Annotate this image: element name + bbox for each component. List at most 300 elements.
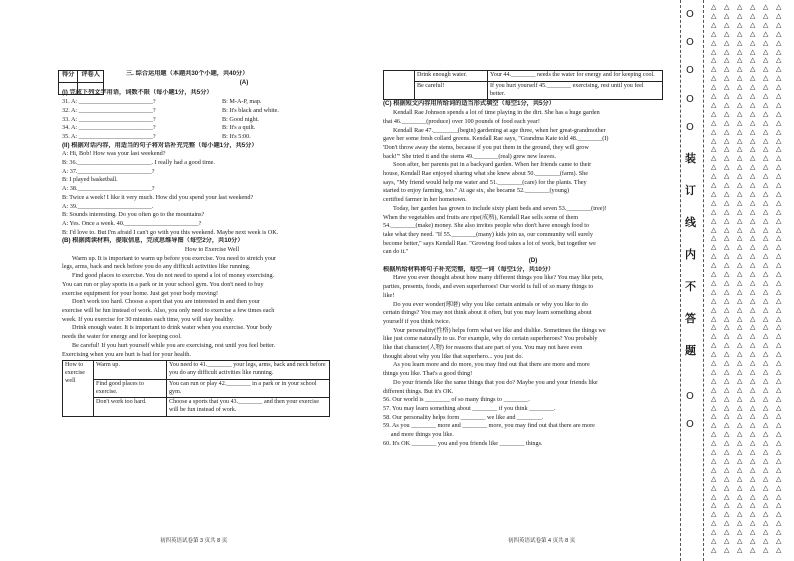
dialog-line: B: I'd love to. But I'm afraid I can't go with you this weekend. Maybe next week is OK.	[62, 228, 279, 236]
triangle-icon: △	[724, 252, 730, 261]
triangle-icon: △	[737, 154, 743, 163]
passage-line: that 46.________(produce) over 100 pounds of food each year!	[383, 117, 540, 125]
map-desc: Choose a sports that you 43.________ and then your exercise will be fun instead of work.	[167, 398, 330, 417]
triangle-icon: △	[737, 163, 743, 172]
triangle-icon: △	[737, 74, 743, 83]
triangle-icon: △	[763, 189, 769, 198]
triangle-icon: △	[763, 537, 769, 545]
passage-line: can do it."	[383, 248, 409, 256]
passage-line: You can run or play sports in a park or in your school gym. You don't need to buy	[62, 280, 264, 288]
triangle-icon: △	[776, 501, 782, 510]
mind-map-table-continued	[383, 70, 663, 100]
triangle-icon: △	[724, 483, 730, 492]
triangle-icon: △	[711, 465, 717, 474]
dialog	[62, 150, 362, 237]
triangle-icon: △	[750, 118, 756, 127]
triangle-icon: △	[724, 56, 730, 65]
map-desc: You need to 41.________ your legs, arms, back and neck before you do any difficult activities like running.	[167, 361, 330, 380]
triangle-icon: △	[776, 385, 782, 394]
triangle-icon: △	[737, 100, 743, 109]
triangle-icon: △	[776, 3, 782, 11]
map-tip: Find good places to exercise.	[94, 379, 167, 398]
triangle-icon: △	[750, 501, 756, 510]
triangle-icon: △	[711, 207, 717, 216]
triangle-icon: △	[776, 252, 782, 261]
triangle-icon: △	[776, 439, 782, 448]
binding-hole-icon: O	[686, 419, 694, 430]
triangle-icon: △	[763, 510, 769, 519]
triangle-icon: △	[724, 11, 730, 20]
triangle-icon: △	[724, 545, 730, 554]
triangle-icon: △	[737, 421, 743, 430]
left-footer: 初四英语试卷第 3 页共 8 页	[160, 538, 228, 544]
triangle-icon: △	[750, 207, 756, 216]
triangle-icon: △	[711, 350, 717, 359]
dialog-line: A: 39.________________________.	[62, 202, 154, 210]
triangle-icon: △	[763, 456, 769, 465]
triangle-icon: △	[711, 234, 717, 243]
triangle-icon: △	[776, 376, 782, 385]
triangle-icon: △	[763, 172, 769, 181]
triangle-icon: △	[750, 74, 756, 83]
passage-line: become better," says Kendall Rae. "Growing food takes a lot of work, but together we	[383, 239, 596, 247]
triangle-icon: △	[750, 350, 756, 359]
triangle-icon: △	[776, 519, 782, 528]
triangle-icon: △	[763, 545, 769, 554]
binding-char: 答	[685, 312, 696, 325]
triangle-icon: △	[711, 492, 717, 501]
triangle-icon: △	[737, 332, 743, 341]
triangle-icon: △	[737, 287, 743, 296]
triangle-icon: △	[711, 163, 717, 172]
triangle-icon: △	[763, 38, 769, 47]
triangle-icon: △	[737, 314, 743, 323]
part-b-heading: (B) 根据阅读材料，提取信息，完成思维导图（每空2分，共10分）	[62, 237, 244, 245]
triangle-icon: △	[711, 474, 717, 483]
section-title: 三. 综合运用题（本题共30个小题，共40分）	[126, 70, 249, 77]
binding-hole-icon: O	[686, 122, 694, 133]
triangle-icon: △	[776, 314, 782, 323]
triangle-icon: △	[750, 243, 756, 252]
dialog-line: B: 36.________________________. I really had a good time.	[62, 159, 215, 167]
triangle-icon: △	[711, 305, 717, 314]
triangle-icon: △	[737, 341, 743, 350]
triangle-icon: △	[711, 38, 717, 47]
triangle-icon: △	[711, 341, 717, 350]
passage-line: week. If you exercise for 30 minutes each time, you will stay healthy.	[62, 315, 234, 323]
triangle-icon: △	[737, 252, 743, 261]
question-line: 59. As you ________ more and ________ more, you may find out that there are more	[383, 422, 595, 430]
triangle-icon: △	[724, 109, 730, 118]
triangle-icon: △	[711, 483, 717, 492]
triangle-icon: △	[776, 154, 782, 163]
passage-line: Kendall Rae 47.________(begin) gardening at age three, when her great-grandmother	[393, 126, 606, 134]
triangle-icon: △	[737, 207, 743, 216]
binding-hole-icon: O	[686, 94, 694, 105]
triangle-icon: △	[711, 74, 717, 83]
triangle-icon: △	[711, 56, 717, 65]
triangle-icon: △	[724, 127, 730, 136]
triangle-icon: △	[724, 83, 730, 92]
triangle-icon: △	[711, 510, 717, 519]
map-tip: Don't work too hard.	[94, 398, 167, 417]
triangle-icon: △	[750, 65, 756, 74]
passage-line: exercise will be fun instead of work. Also, you only need to exercise a few times each	[62, 306, 275, 314]
triangle-icon: △	[776, 100, 782, 109]
triangle-icon: △	[724, 305, 730, 314]
question-line: 60. It's OK ________ you and you friends like ________ things.	[383, 439, 543, 447]
triangle-icon: △	[724, 314, 730, 323]
triangle-icon: △	[776, 145, 782, 154]
triangle-icon: △	[724, 20, 730, 29]
triangle-icon: △	[776, 421, 782, 430]
triangle-icon: △	[750, 394, 756, 403]
triangle-icon: △	[724, 448, 730, 456]
map-tip: Be careful!	[415, 81, 488, 100]
triangle-icon: △	[711, 545, 717, 554]
triangle-icon: △	[724, 189, 730, 198]
triangle-icon: △	[737, 189, 743, 198]
triangle-icon: △	[750, 163, 756, 172]
q2-heading: (II) 根据对话内容，用适当的句子将对话补充完整（每小题1分，共5分）	[62, 141, 258, 149]
triangle-icon: △	[711, 109, 717, 118]
map-desc: If you hurt yourself 45.________ exercising, rest until you feel better.	[488, 81, 663, 100]
triangle-icon: △	[750, 376, 756, 385]
binding-hole-icon: O	[686, 65, 694, 76]
triangle-icon: △	[711, 394, 717, 403]
triangle-icon: △	[724, 519, 730, 528]
triangle-icon: △	[750, 20, 756, 29]
triangle-icon: △	[711, 136, 717, 145]
passage-line: When the vegetables and fruits are ripe(成熟), Kendall Rae sells some of them	[383, 213, 579, 221]
triangle-icon: △	[724, 385, 730, 394]
triangle-icon: △	[763, 56, 769, 65]
triangle-icon: △	[763, 252, 769, 261]
passage-line: house, Kendall Rae enjoyed sharing what she knew about 50.________(farm). She	[383, 170, 588, 178]
triangle-icon: △	[724, 359, 730, 367]
triangle-icon: △	[776, 323, 782, 332]
triangle-icon: △	[724, 376, 730, 385]
triangle-icon: △	[750, 483, 756, 492]
triangle-icon: △	[776, 74, 782, 83]
left-page	[62, 70, 362, 417]
triangle-icon: △	[763, 234, 769, 243]
triangle-icon: △	[711, 456, 717, 465]
triangle-icon: △	[750, 278, 756, 287]
passage-line: 'Don't throw away the stems, because if you put them in the ground, they will grow	[383, 143, 589, 151]
triangle-icon: △	[737, 3, 743, 11]
triangle-icon: △	[750, 367, 756, 376]
triangle-icon: △	[724, 287, 730, 296]
triangle-icon: △	[724, 456, 730, 465]
dialog-line: B: Twice a week! I like it very much. How did you spend your last weekend?	[62, 193, 254, 201]
part-c-passage	[383, 109, 683, 257]
triangle-icon: △	[737, 261, 743, 270]
passage-line: parties, presents, foods, and even superheroes! Our world is full of so many things to	[383, 283, 594, 291]
part-c-heading: (C) 根据短文内容用所给词的适当形式填空（每空1分，共5分）	[383, 100, 555, 108]
triangle-icon: △	[724, 421, 730, 430]
binding-char: 装	[685, 152, 696, 165]
triangle-icon: △	[711, 376, 717, 385]
triangle-icon: △	[737, 216, 743, 225]
triangle-icon: △	[750, 136, 756, 145]
dialog-line: A: Hi, Bob! How was your last weekend?	[62, 150, 166, 158]
triangle-icon: △	[711, 145, 717, 154]
triangle-icon: △	[711, 314, 717, 323]
triangle-icon: △	[750, 519, 756, 528]
triangle-icon: △	[711, 278, 717, 287]
triangle-icon: △	[750, 29, 756, 38]
triangle-icon: △	[776, 38, 782, 47]
triangle-icon: △	[763, 394, 769, 403]
passage-line: Drink enough water. It is important to drink water when you exercise. Your body	[72, 324, 273, 332]
binding-char: 不	[685, 280, 696, 293]
triangle-icon: △	[750, 332, 756, 341]
triangle-icon: △	[711, 100, 717, 109]
triangle-icon: △	[763, 501, 769, 510]
triangle-icon: △	[711, 189, 717, 198]
triangle-icon: △	[750, 83, 756, 92]
triangle-icon: △	[776, 350, 782, 359]
triangle-icon: △	[711, 528, 717, 537]
triangle-icon: △	[763, 207, 769, 216]
triangle-icon: △	[737, 367, 743, 376]
triangle-icon: △	[737, 323, 743, 332]
triangle-icon: △	[724, 100, 730, 109]
triangle-icon: △	[750, 545, 756, 554]
part-a-label: (A)	[239, 78, 249, 86]
triangle-icon: △	[763, 154, 769, 163]
binding-hole-icon: O	[686, 9, 694, 20]
triangle-icon: △	[750, 492, 756, 501]
triangle-icon: △	[711, 181, 717, 189]
triangle-icon: △	[750, 145, 756, 154]
triangle-icon: △	[724, 394, 730, 403]
triangle-icon: △	[763, 3, 769, 11]
triangle-icon: △	[776, 270, 782, 278]
triangle-icon: △	[737, 136, 743, 145]
triangle-icon: △	[776, 225, 782, 234]
triangle-icon: △	[776, 181, 782, 189]
triangle-icon: △	[763, 127, 769, 136]
triangle-icon: △	[711, 65, 717, 74]
triangle-icon: △	[750, 421, 756, 430]
triangle-icon: △	[763, 474, 769, 483]
passage-line: like!	[383, 291, 395, 299]
passage-line: Be careful! If you hurt yourself while you are exercising, rest until you feel better.	[72, 341, 276, 349]
triangle-icon: △	[724, 243, 730, 252]
triangle-icon: △	[763, 278, 769, 287]
triangle-icon: △	[776, 474, 782, 483]
triangle-icon: △	[737, 56, 743, 65]
triangle-icon: △	[737, 519, 743, 528]
triangle-icon: △	[750, 403, 756, 412]
triangle-icon: △	[724, 474, 730, 483]
triangle-icon: △	[737, 537, 743, 545]
triangle-icon: △	[776, 305, 782, 314]
triangle-icon: △	[776, 109, 782, 118]
passage-line: thought about why you like that superhero... you just do.	[383, 352, 524, 360]
triangle-icon: △	[724, 296, 730, 305]
passage-line: Do your friends like the same things that you do? Maybe you and your friends like	[393, 378, 598, 386]
q1-item: 33. A: ________________________? B: Good night.	[62, 115, 259, 123]
binding-hole-icon: O	[686, 37, 694, 48]
triangle-icon: △	[724, 154, 730, 163]
triangle-icon: △	[711, 367, 717, 376]
triangle-icon: △	[737, 394, 743, 403]
triangle-icon: △	[737, 474, 743, 483]
part-d-heading: 根据所给材料将句子补充完整，每空一词（每空1分，共10分）	[383, 265, 555, 273]
triangle-icon: △	[776, 189, 782, 198]
triangle-icon: △	[724, 367, 730, 376]
triangle-icon: △	[776, 465, 782, 474]
triangle-icon: △	[776, 287, 782, 296]
triangle-icon: △	[776, 448, 782, 456]
triangle-icon: △	[711, 261, 717, 270]
triangle-icon: △	[737, 465, 743, 474]
triangle-icon: △	[737, 448, 743, 456]
passage-line: says, "My friend would help me water and 51.________(care) for the plants. They	[383, 178, 587, 186]
triangle-icon: △	[724, 528, 730, 537]
triangle-icon: △	[763, 421, 769, 430]
triangle-icon: △	[763, 65, 769, 74]
question-line: 57. You may learn something about ________ if you think ________.	[383, 405, 556, 412]
triangle-icon: △	[763, 519, 769, 528]
triangle-icon: △	[724, 92, 730, 100]
triangle-icon: △	[724, 145, 730, 154]
triangle-icon: △	[750, 172, 756, 181]
triangle-icon: △	[711, 154, 717, 163]
triangle-icon: △	[724, 3, 730, 11]
triangle-icon: △	[724, 181, 730, 189]
triangle-icon: △	[750, 412, 756, 421]
passage-line: Find good places to exercise. You do not need to spend a lot of money exercising.	[72, 272, 275, 280]
triangle-icon: △	[763, 181, 769, 189]
triangle-icon: △	[724, 74, 730, 83]
triangle-icon: △	[711, 92, 717, 100]
triangle-icon: △	[711, 448, 717, 456]
triangle-icon: △	[737, 430, 743, 439]
passage-line: 54.________(make) money. She also invites people who don't have enough food to	[383, 222, 590, 230]
passage-line: like just come naturally to us. For example, why do certain superheroes? You probably	[383, 335, 598, 343]
triangle-icon: △	[724, 216, 730, 225]
triangle-icon: △	[776, 65, 782, 74]
passage-line: Do you ever wonder(琢磨) why you like certain animals or why you like to do	[393, 300, 588, 308]
triangle-icon: △	[776, 332, 782, 341]
binding-char: 订	[685, 184, 696, 197]
triangle-icon: △	[724, 403, 730, 412]
triangle-icon: △	[724, 118, 730, 127]
triangle-icon: △	[737, 510, 743, 519]
right-footer: 初四英语试卷第 4 页共 8 页	[508, 538, 576, 544]
passage-line: Your personality(性格) helps form what we like and dislike. Sometimes the things we	[393, 326, 606, 334]
q1-heading: (I) 完成下列文字用语，词数不限（每小题1分，共5分）	[62, 89, 213, 97]
triangle-icon: △	[763, 305, 769, 314]
triangle-icon: △	[711, 270, 717, 278]
triangle-icon: △	[776, 296, 782, 305]
triangle-icon: △	[776, 412, 782, 421]
triangle-icon: △	[711, 127, 717, 136]
binding-line	[703, 0, 704, 561]
triangle-icon: △	[763, 465, 769, 474]
triangle-icon: △	[763, 163, 769, 172]
passage	[62, 255, 362, 359]
triangle-icon: △	[737, 83, 743, 92]
triangle-icon: △	[763, 92, 769, 100]
q1-item: 34. A: ________________________? B: It's a quilt.	[62, 124, 256, 132]
triangle-icon: △	[737, 359, 743, 367]
passage-line: legs, arms, back and neck before you do any difficult activities like running.	[62, 263, 251, 271]
triangle-icon: △	[711, 430, 717, 439]
triangle-icon: △	[724, 225, 730, 234]
passage-line: exercise equipment for your home. Just get your body moving!	[62, 289, 219, 297]
triangle-icon: △	[763, 136, 769, 145]
triangle-icon: △	[763, 287, 769, 296]
passage-line: different things. But it's OK.	[383, 387, 454, 395]
triangle-icon: △	[724, 323, 730, 332]
triangle-icon: △	[711, 11, 717, 20]
triangle-icon: △	[750, 528, 756, 537]
part-d-questions	[383, 396, 683, 448]
triangle-icon: △	[776, 456, 782, 465]
map-desc: You can run or play 42.________ in a park or in your school gym.	[167, 379, 330, 398]
q1-list	[62, 98, 362, 142]
triangle-icon: △	[750, 296, 756, 305]
triangle-icon: △	[711, 501, 717, 510]
q1-item: 32. A: ________________________? B: It's black and white.	[62, 106, 279, 114]
triangle-icon: △	[776, 367, 782, 376]
triangle-icon: △	[750, 3, 756, 11]
triangle-icon: △	[776, 341, 782, 350]
triangle-icon: △	[763, 492, 769, 501]
score-table	[58, 70, 104, 95]
triangle-icon: △	[776, 234, 782, 243]
triangle-icon: △	[763, 376, 769, 385]
triangle-icon: △	[711, 359, 717, 367]
triangle-icon: △	[776, 403, 782, 412]
triangle-icon: △	[724, 163, 730, 172]
triangle-icon: △	[763, 403, 769, 412]
triangle-icon: △	[763, 109, 769, 118]
mind-map-table	[62, 360, 330, 417]
triangle-icon: △	[724, 430, 730, 439]
triangle-icon: △	[737, 376, 743, 385]
q1-item: 31. A: ________________________? B: M-A-P, map.	[62, 98, 262, 106]
triangle-icon: △	[763, 296, 769, 305]
triangle-icon: △	[750, 287, 756, 296]
triangle-icon: △	[711, 519, 717, 528]
triangle-icon: △	[750, 510, 756, 519]
triangle-icon: △	[750, 465, 756, 474]
map-tip: Drink enough water.	[415, 71, 488, 82]
triangle-icon: △	[737, 270, 743, 278]
triangle-icon: △	[750, 38, 756, 47]
map-tip: Warm up.	[94, 361, 167, 380]
passage-line: gave her some fresh collard greens. Kendall Rae says, "Grandma Kate told 48.________(I)	[383, 135, 609, 143]
triangle-icon: △	[737, 198, 743, 207]
triangle-icon: △	[711, 216, 717, 225]
triangle-icon: △	[763, 11, 769, 20]
triangle-icon: △	[750, 430, 756, 439]
passage-line: needs the water for energy and for keeping cool.	[62, 333, 182, 341]
triangle-icon: △	[737, 118, 743, 127]
dialog-line: B: I played basketball.	[62, 176, 118, 184]
triangle-icon: △	[737, 243, 743, 252]
triangle-icon: △	[750, 109, 756, 118]
triangle-icon: △	[750, 234, 756, 243]
passage-line: things you like. That's a good thing!	[383, 370, 473, 378]
triangle-icon: △	[724, 501, 730, 510]
